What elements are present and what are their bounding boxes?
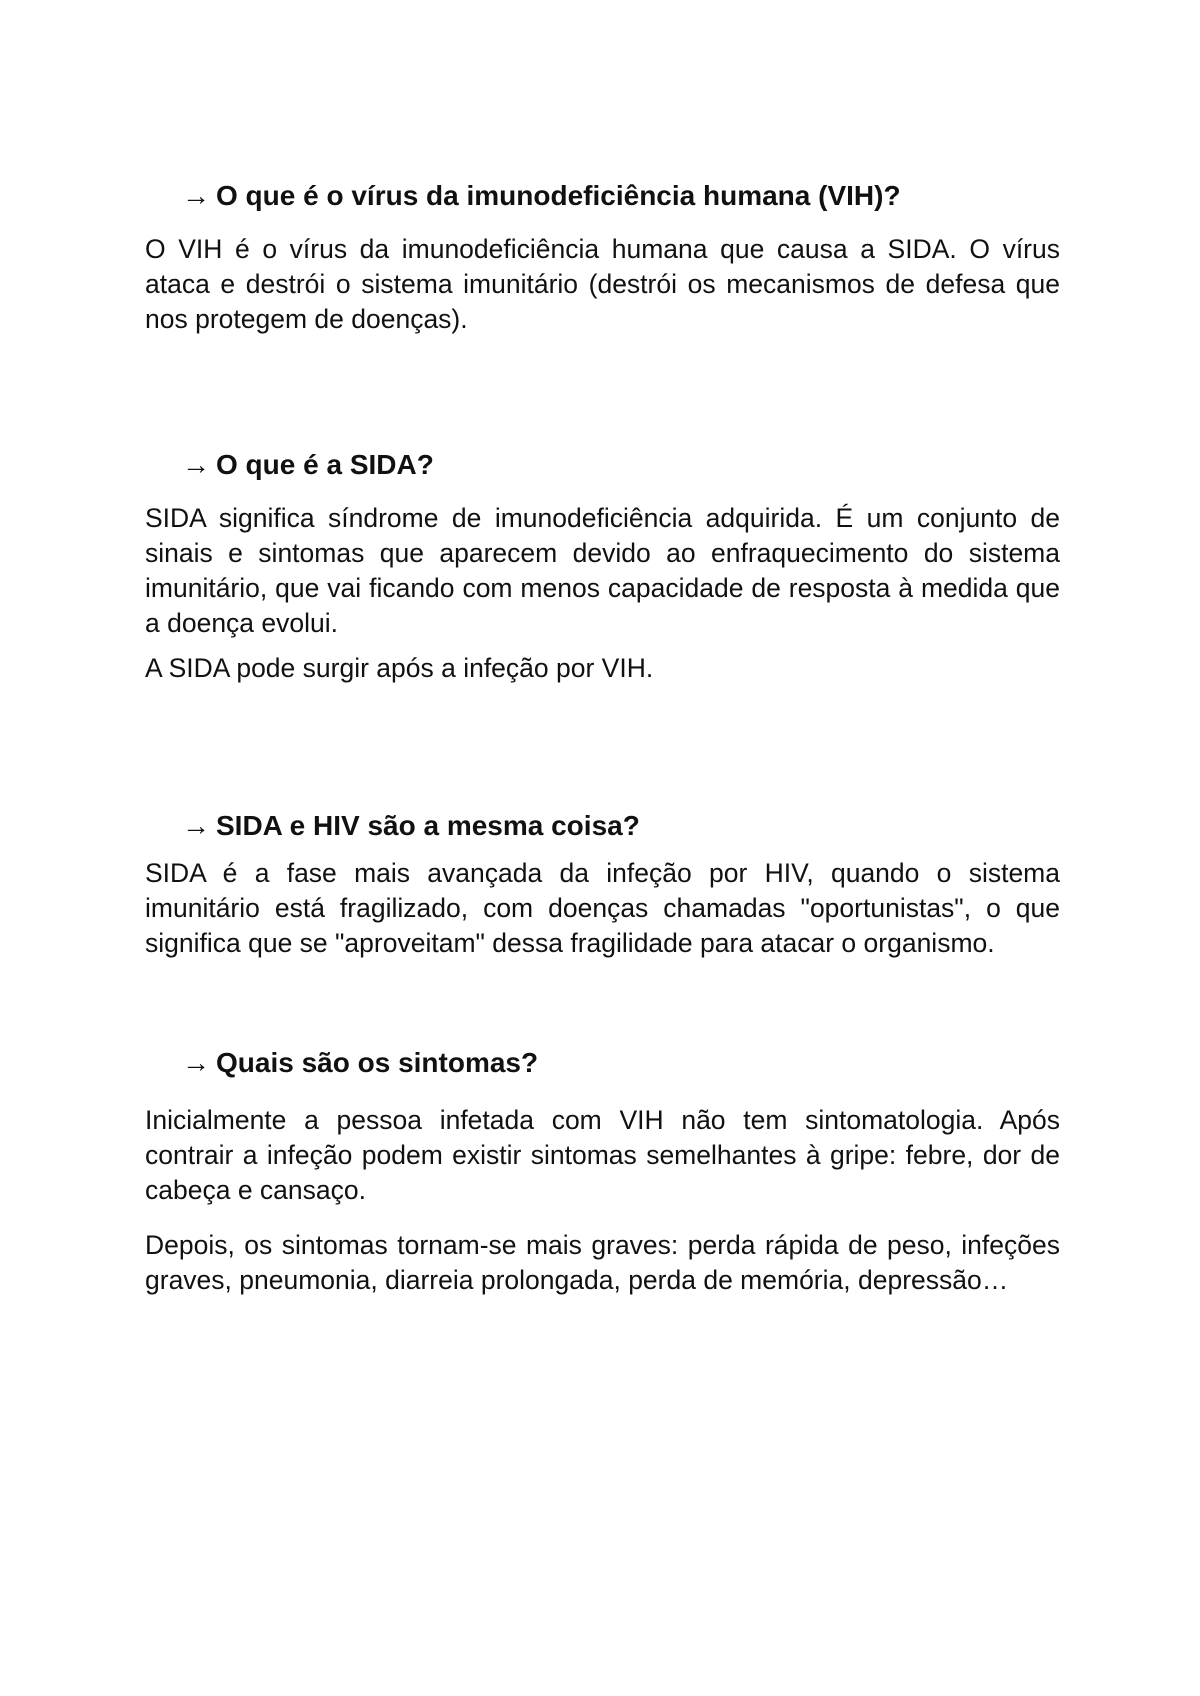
heading-text: O que é a SIDA? [216,449,434,480]
arrow-right-icon: → [182,180,210,211]
section-heading [182,447,1060,483]
section-sida [145,447,1060,686]
paragraph: A SIDA pode surgir após a infeção por VIH. [145,653,654,683]
heading-text: SIDA e HIV são a mesma coisa? [216,810,640,841]
paragraph: SIDA é a fase mais avançada da infeção por HIV, quando o sistema imunitário está fragilizado, com doenças chamadas "oportunistas", o que significa que se "aproveitam" dessa fragilidade para atacar o organismo. [145,858,1060,958]
paragraph: Depois, os sintomas tornam-se mais graves: perda rápida de peso, infeções graves, pneumonia, diarreia prolongada, perda de memória, depressão… [145,1230,1060,1295]
paragraph: Inicialmente a pessoa infetada com VIH não tem sintomatologia. Após contrair a infeção podem existir sintomas semelhantes à gripe: febre, dor de cabeça e cansaço. [145,1105,1060,1205]
arrow-right-icon: → [182,1047,210,1078]
section-vih [145,178,1060,337]
section-heading [182,1045,1060,1081]
arrow-right-icon: → [182,810,210,841]
heading-text: O que é o vírus da imunodeficiência humana (VIH)? [216,180,901,211]
section-sintomas [145,1045,1060,1298]
section-sida-hiv [145,808,1060,961]
heading-text: Quais são os sintomas? [216,1047,539,1078]
arrow-right-icon: → [182,449,210,480]
paragraph: SIDA significa síndrome de imunodeficiência adquirida. É um conjunto de sinais e sintomas que aparecem devido ao enfraquecimento do sistema imunitário, que vai ficando com menos capacidade de resposta à medida que a doença evolui. [145,503,1060,638]
section-heading [182,808,1060,844]
paragraph: O VIH é o vírus da imunodeficiência humana que causa a SIDA. O vírus ataca e destrói o sistema imunitário (destrói os mecanismos de defesa que nos protegem de doenças). [145,234,1060,334]
section-heading [182,178,1060,214]
